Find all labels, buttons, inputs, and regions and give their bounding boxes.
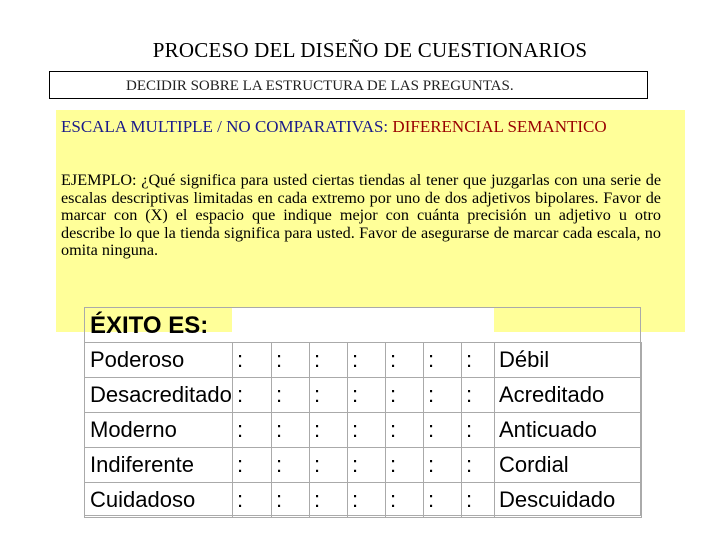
table-row [85,413,642,448]
right-adjective: Acreditado [495,378,642,413]
scale-space[interactable]: : [424,483,462,518]
scale-space[interactable]: : [462,343,495,378]
scale-space[interactable]: : [310,448,348,483]
right-adjective: Anticuado [495,413,642,448]
table-row [85,483,642,518]
scale-space[interactable]: : [310,378,348,413]
scale-space[interactable]: : [348,483,386,518]
scale-space[interactable]: : [233,448,272,483]
table-row [85,448,642,483]
scale-space[interactable]: : [386,343,424,378]
scale-space[interactable]: : [424,413,462,448]
scale-type-accent: DIFERENCIAL SEMANTICO [392,117,607,136]
scale-space[interactable]: : [272,483,310,518]
scale-space[interactable]: : [386,448,424,483]
scale-space[interactable]: : [272,343,310,378]
right-adjective: Débil [495,343,642,378]
example-paragraph: EJEMPLO: ¿Qué significa para usted ciertas tiendas al tener que juzgarlas con una serie de escalas descriptivas limitadas en cada extremo por uno de dos adjetivos bipolares. Favor de marcar con (X) el espacio que indique mejor con cuánta precisión un adjetivo u otro describe lo que la tienda significa para usted. Favor de asegurarse de marcar cada escala, no omita ninguna. [61,171,661,259]
scale-space[interactable]: : [233,378,272,413]
scale-space[interactable]: : [310,483,348,518]
left-adjective: Indiferente [85,448,233,483]
scale-space[interactable]: : [386,413,424,448]
scale-space[interactable]: : [424,378,462,413]
scale-space[interactable]: : [233,483,272,518]
left-adjective: Poderoso [85,343,233,378]
scale-space[interactable]: : [462,448,495,483]
right-adjective: Descuidado [495,483,642,518]
table-row [85,343,642,378]
right-adjective: Cordial [495,448,642,483]
page-title: PROCESO DEL DISEÑO DE CUESTIONARIOS [152,38,588,62]
section-subtitle: DECIDIR SOBRE LA ESTRUCTURA DE LAS PREGUNTAS. [49,71,648,99]
scale-space[interactable]: : [348,343,386,378]
header-strip [232,307,494,344]
left-adjective: Moderno [85,413,233,448]
scale-space[interactable]: : [272,378,310,413]
left-adjective: Cuidadoso [85,483,233,518]
scale-space[interactable]: : [272,448,310,483]
scale-space[interactable]: : [310,413,348,448]
scale-space[interactable]: : [462,378,495,413]
scale-space[interactable]: : [462,413,495,448]
scale-space[interactable]: : [462,483,495,518]
scale-space[interactable]: : [348,378,386,413]
scale-space[interactable]: : [348,448,386,483]
scale-space[interactable]: : [424,448,462,483]
semantic-differential-table [84,342,642,518]
scale-space[interactable]: : [233,413,272,448]
table-row [85,378,642,413]
scale-space[interactable]: : [348,413,386,448]
left-adjective: Desacreditado [85,378,233,413]
scale-type-prefix: ESCALA MULTIPLE / NO COMPARATIVAS: [61,117,389,136]
scale-space[interactable]: : [272,413,310,448]
scale-space[interactable]: : [386,378,424,413]
scale-space[interactable]: : [310,343,348,378]
scale-space[interactable]: : [233,343,272,378]
scale-space[interactable]: : [386,483,424,518]
scale-type-heading [61,116,681,137]
scale-header: ÉXITO ES: [90,312,209,339]
scale-space[interactable]: : [424,343,462,378]
